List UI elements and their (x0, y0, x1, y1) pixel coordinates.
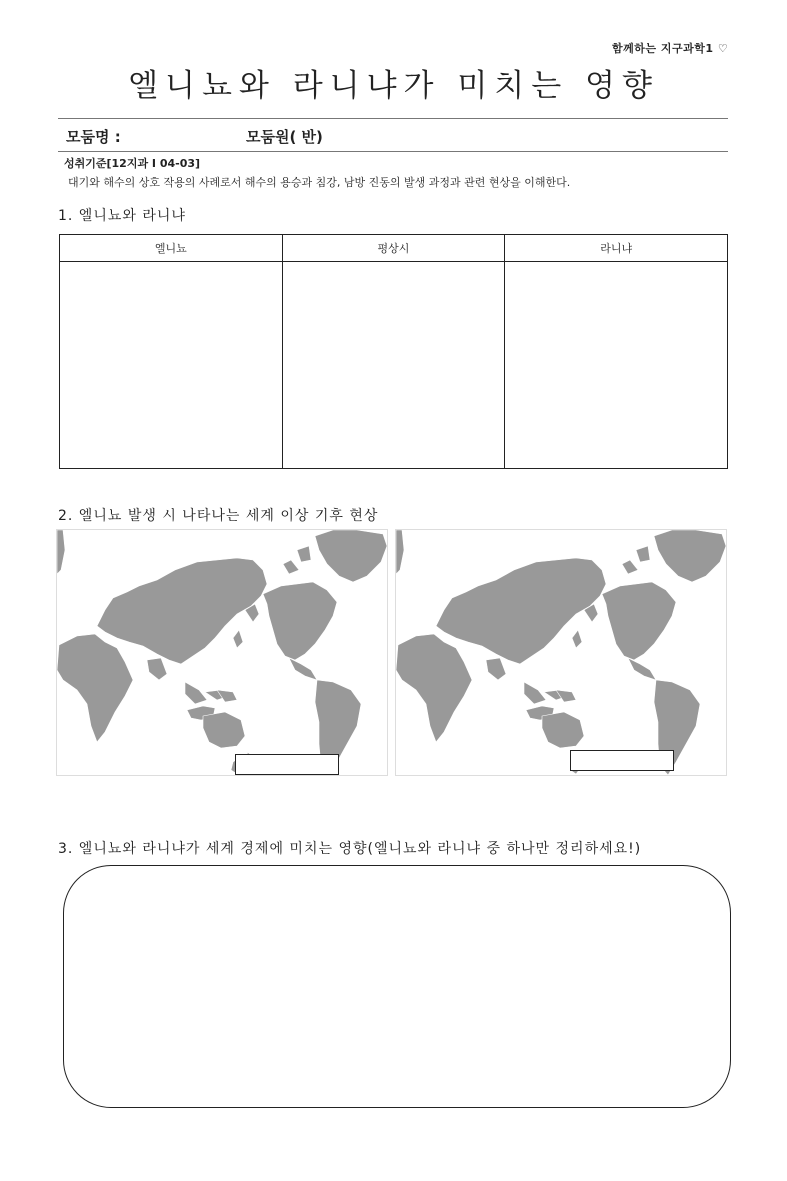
column-header-el-nino: 엘니뇨 (60, 235, 283, 262)
group-name-label: 모둠명 : (66, 128, 121, 146)
cell-la-nina[interactable] (505, 262, 728, 469)
world-map-left (56, 529, 388, 776)
column-header-normal: 평상시 (282, 235, 505, 262)
comparison-table (59, 234, 728, 469)
section-1-title: 1. 엘니뇨와 라니냐 (58, 208, 186, 224)
page-title: 엘니뇨와 라니냐가 미치는 영향 (128, 68, 659, 104)
group-members-label: 모둠원( 반) (246, 128, 323, 146)
map-label-box-right[interactable] (570, 750, 674, 771)
standard-text: 대기와 해수의 상호 작용의 사례로서 해수의 용승과 침강, 남방 진동의 발생 과정과 관련 현상을 이해한다. (68, 176, 571, 189)
world-map-right (395, 529, 727, 776)
standard-label: 성취기준[12지과 I 04-03] (64, 157, 201, 170)
cell-el-nino[interactable] (60, 262, 283, 469)
brand-label: 함께하는 지구과학1 ♡ (612, 42, 729, 55)
divider-top (58, 118, 728, 119)
map-label-box-left[interactable] (235, 754, 339, 775)
divider-bottom (58, 151, 728, 152)
column-header-la-nina: 라니냐 (505, 235, 728, 262)
answer-box[interactable] (63, 865, 731, 1108)
world-map-icon (396, 530, 726, 775)
section-3-title: 3. 엘니뇨와 라니냐가 세계 경제에 미치는 영향(엘니뇨와 라니냐 중 하나만 정리하세요!) (58, 841, 642, 857)
cell-normal[interactable] (282, 262, 505, 469)
world-map-icon (57, 530, 387, 775)
section-2-title: 2. 엘니뇨 발생 시 나타나는 세계 이상 기후 현상 (58, 508, 379, 524)
